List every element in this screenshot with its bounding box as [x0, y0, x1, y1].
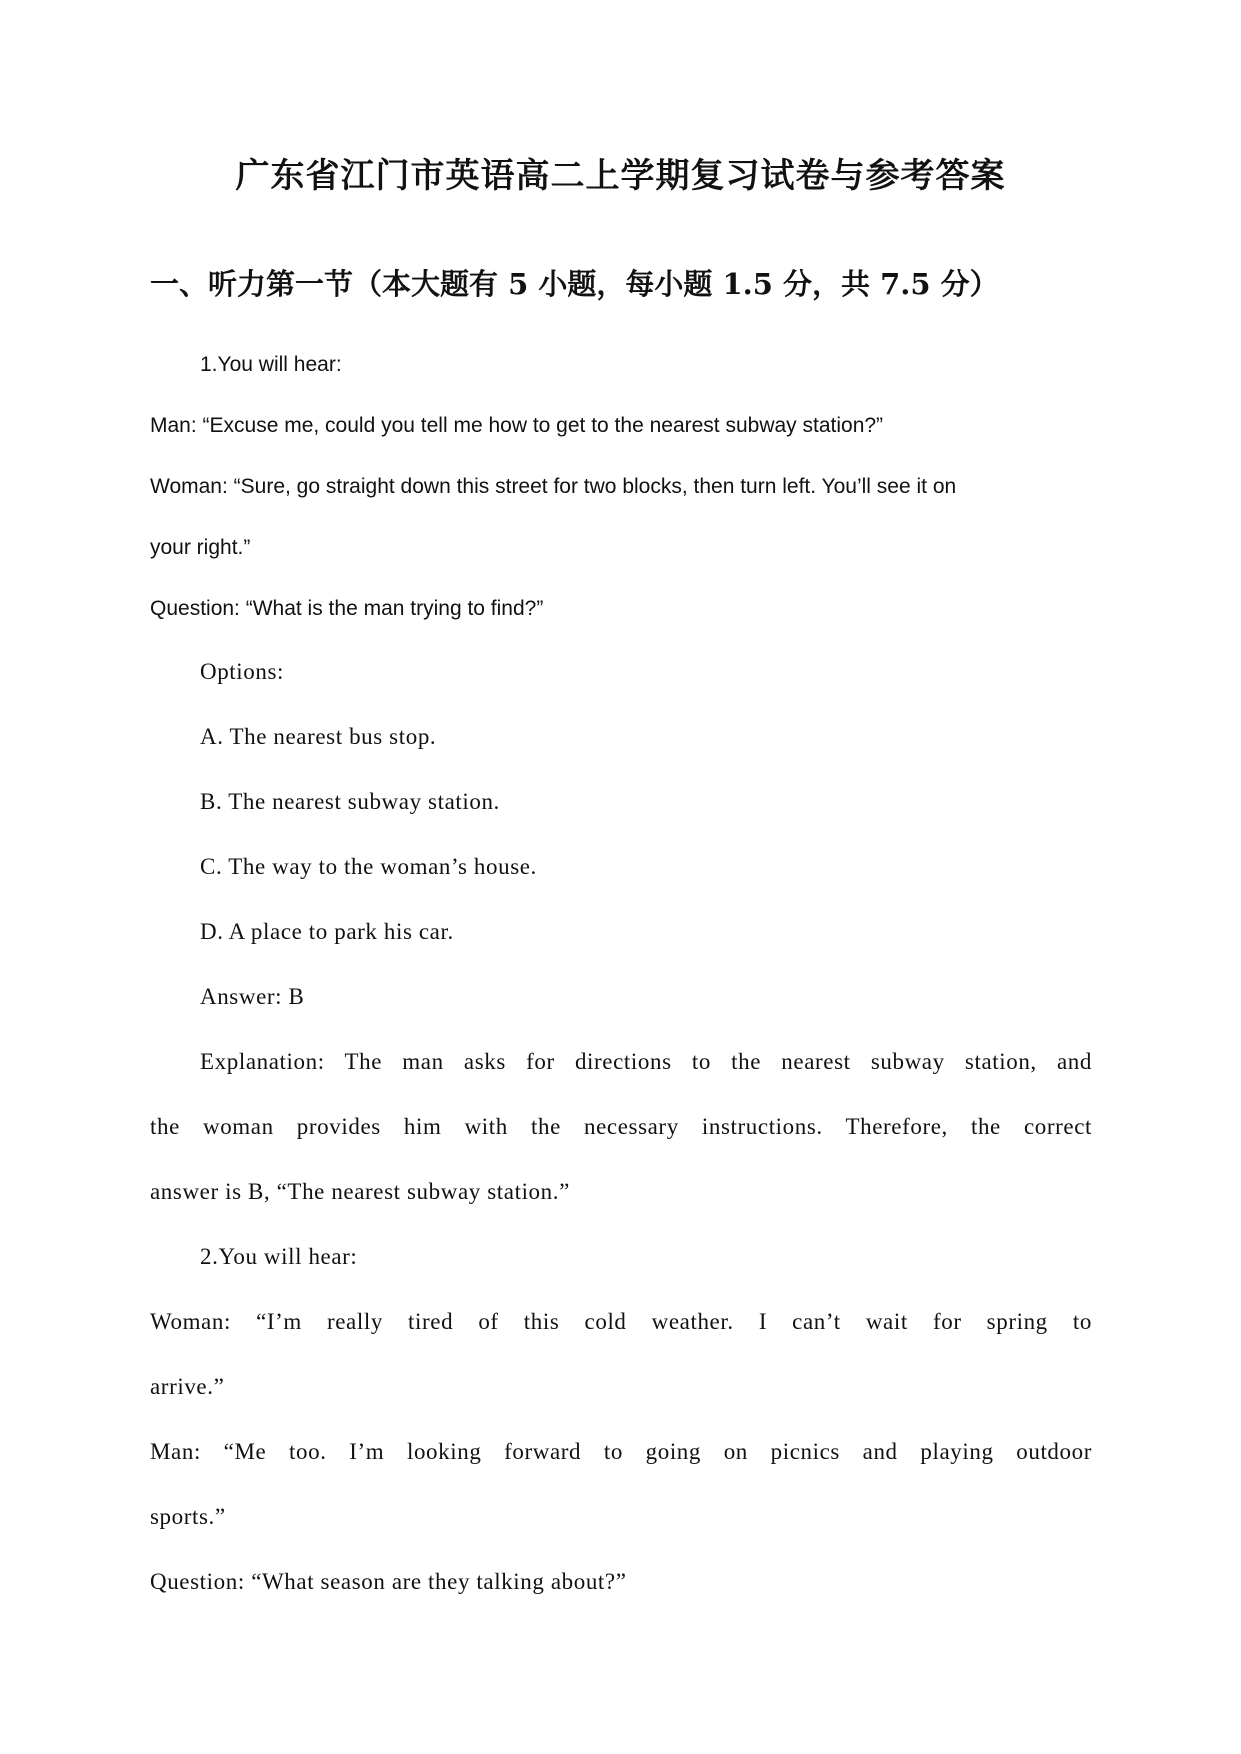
q2-man-line-2: sports.”: [150, 1504, 226, 1529]
q1-woman-line-1: Woman: “Sure, go straight down this street for two blocks, then turn left. You’ll see it on: [150, 475, 957, 498]
q1-option-a: A. The nearest bus stop.: [200, 724, 437, 749]
q1-options-label: Options:: [200, 659, 285, 684]
q2-question: Question: “What season are they talking about?”: [150, 1569, 627, 1594]
section-heading: 一、听力第一节（本大题有 5 小题，每小题 1.5 分，共 7.5 分）: [150, 267, 999, 301]
q1-answer: Answer: B: [200, 984, 305, 1009]
q1-option-b: B. The nearest subway station.: [200, 789, 500, 814]
q1-question: Question: “What is the man trying to find?”: [150, 597, 544, 620]
q1-woman-line-2: your right.”: [150, 536, 251, 559]
q1-explanation-line-2: the woman provides him with the necessary instructions. Therefore, the correct: [150, 1114, 1092, 1139]
q2-man-line-1: Man: “Me too. I’m looking forward to going on picnics and playing outdoor: [150, 1439, 1092, 1464]
q1-explanation-line-1: Explanation: The man asks for directions to the nearest subway station, and: [200, 1049, 1092, 1074]
q1-explanation-line-3: answer is B, “The nearest subway station.”: [150, 1179, 570, 1204]
q1-option-d: D. A place to park his car.: [200, 919, 454, 944]
document-title: 广东省江门市英语高二上学期复习试卷与参考答案: [235, 156, 1006, 196]
q1-option-c: C. The way to the woman’s house.: [200, 854, 537, 879]
q2-intro: 2.You will hear:: [200, 1244, 358, 1269]
q2-woman-line-2: arrive.”: [150, 1374, 225, 1399]
q1-man-line: Man: “Excuse me, could you tell me how to get to the nearest subway station?”: [150, 414, 884, 437]
q1-intro: 1.You will hear:: [200, 353, 342, 376]
q2-woman-line-1: Woman: “I’m really tired of this cold weather. I can’t wait for spring to: [150, 1309, 1092, 1334]
